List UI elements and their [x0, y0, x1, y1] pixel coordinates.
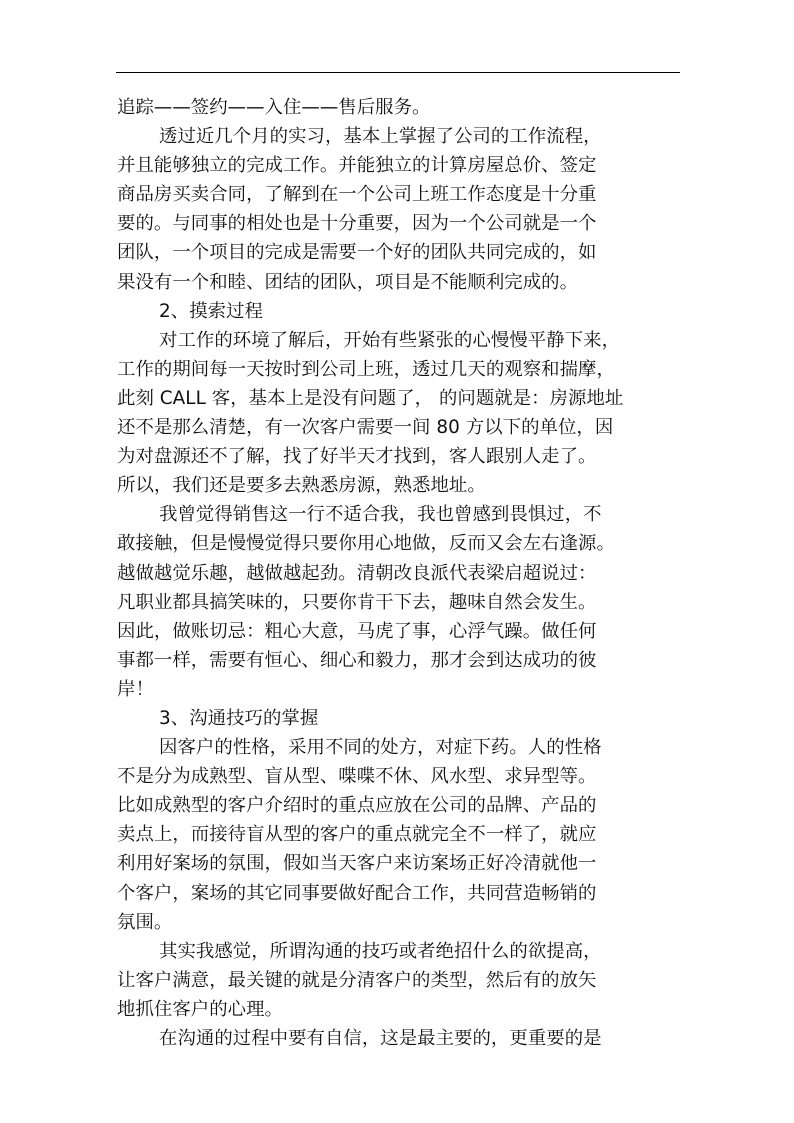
text-line: 对工作的环境了解后，开始有些紧张的心慢慢平静下来， [159, 329, 621, 351]
text-line: 因客户的性格，采用不同的处方，对症下药。人的性格 [159, 737, 602, 759]
text-line: 氛围。 [117, 911, 173, 933]
text-line: 个客户，案场的其它同事要做好配合工作，共同营造畅销的 [117, 882, 597, 904]
text-line: 商品房买卖合同，了解到在一个公司上班工作态度是十分重 [117, 184, 597, 206]
body-text [117, 93, 683, 1053]
text-line: 事都一样，需要有恒心、细心和毅力，那才会到达成功的彼 [117, 649, 597, 671]
text-line: 透过近几个月的实习，基本上掌握了公司的工作流程， [159, 126, 602, 148]
text-line: 追踪——签约——入住——售后服务。 [117, 97, 431, 118]
text-line: 此刻 CALL 客，基本上是没有问题了， 的问题就是：房源地址 [117, 387, 624, 409]
header-rule [116, 72, 680, 73]
text-line: 我曾觉得销售这一行不适合我，我也曾感到畏惧过，不 [159, 504, 602, 526]
text-line: 2、摸索过程 [159, 300, 263, 322]
text-line: 工作的期间每一天按时到公司上班，透过几天的观察和揣摩， [117, 358, 615, 380]
text-line: 要的。与同事的相处也是十分重要，因为一个公司就是一个 [117, 213, 597, 235]
text-line: 利用好案场的氛围，假如当天客户来访案场正好冷清就他一 [117, 853, 597, 875]
text-line: 为对盘源还不了解，找了好半天才找到，客人跟别人走了。 [117, 446, 597, 468]
text-line: 敢接触，但是慢慢觉得只要你用心地做，反而又会左右逢源。 [117, 533, 615, 555]
text-line: 让客户满意，最关键的就是分清客户的类型，然后有的放矢 [117, 969, 597, 991]
text-line: 越做越觉乐趣，越做越起劲。清朝改良派代表梁启超说过： [117, 562, 597, 584]
text-line: 岸！ [117, 678, 154, 700]
text-line: 所以，我们还是要多去熟悉房源，熟悉地址。 [117, 475, 486, 497]
text-line: 卖点上，而接待盲从型的客户的重点就完全不一样了，就应 [117, 824, 597, 846]
text-line: 比如成熟型的客户介绍时的重点应放在公司的品牌、产品的 [117, 795, 597, 817]
text-line: 因此，做账切忌：粗心大意，马虎了事，心浮气躁。做任何 [117, 620, 597, 642]
text-line: 团队，一个项目的完成是需要一个好的团队共同完成的，如 [117, 242, 597, 264]
text-line: 并且能够独立的完成工作。并能独立的计算房屋总价、签定 [117, 155, 597, 177]
text-line: 不是分为成熟型、盲从型、喋喋不休、风水型、求异型等。 [117, 766, 597, 788]
text-line: 凡职业都具搞笑味的，只要你肯干下去，趣味自然会发生。 [117, 591, 597, 613]
text-line: 还不是那么清楚，有一次客户需要一间 80 方以下的单位，因 [117, 417, 614, 439]
text-line: 地抓住客户的心理。 [117, 998, 283, 1020]
text-line: 其实我感觉，所谓沟通的技巧或者绝招什么的欲提高， [159, 940, 602, 962]
text-line: 在沟通的过程中要有自信，这是最主要的，更重要的是 [159, 1028, 602, 1049]
text-line: 3、沟通技巧的掌握 [159, 707, 319, 729]
text-line: 果没有一个和睦、团结的团队，项目是不能顺利完成的。 [117, 271, 579, 293]
